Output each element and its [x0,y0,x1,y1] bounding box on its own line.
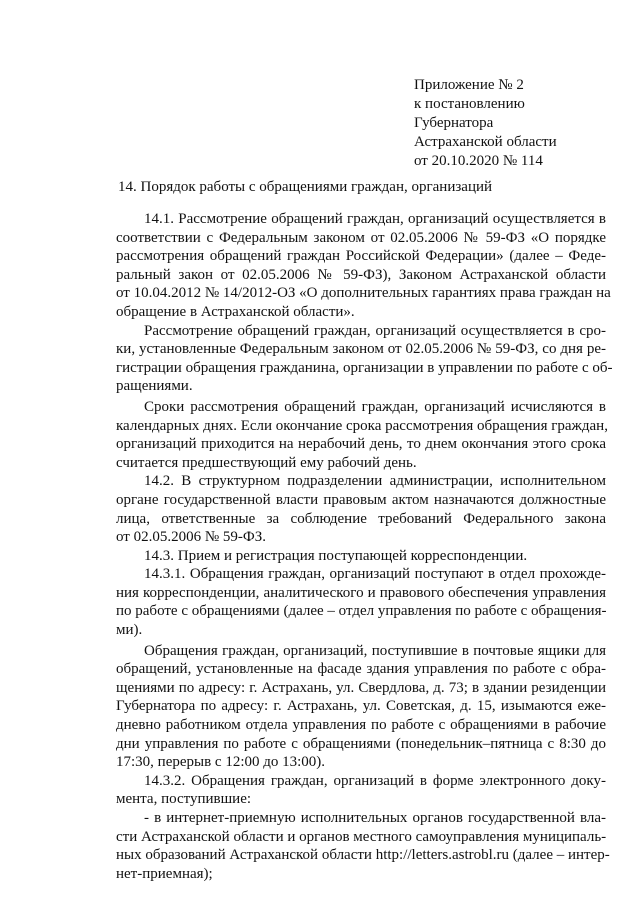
text-line: щениями по адресу: г. Астрахань, ул. Свердлова, д. 73; в здании резиденции [116,679,606,696]
section-title: 14. Порядок работы с обращениями граждан, организаций [118,179,493,195]
text-line: 14.2. В структурном подразделении администрации, исполнительном [144,473,606,490]
text-line: Обращения граждан, организаций, поступившие в почтовые ящики для [144,642,606,659]
appendix-line: Астраханской области [414,134,557,150]
text-line: ных образований Астраханской области http://letters.astrobl.ru (далее – интер- [116,847,610,864]
text-line: ральный закон от 02.05.2006 № 59-ФЗ), Законом Астраханской области [116,266,606,283]
text-line: 14.3.1. Обращения граждан, организаций поступают в отдел прохожде- [144,566,606,583]
text-line: соответствии с Федеральным законом от 02.05.2006 № 59-ФЗ «О порядке [116,229,606,246]
text-line: гистрации обращения гражданина, организации в управлении по работе с об- [116,359,613,376]
text-line: лица, ответственные за соблюдение требований Федерального закона [116,510,606,527]
text-line: - в интернет-приемную исполнительных органов государственной вла- [144,810,606,826]
text-line: обращений, установленные на фасаде здания управления по работе с обра- [116,661,606,678]
text-line: календарных днях. Если окончание срока рассмотрения обращения граждан, [116,417,608,434]
text-line: 14.3. Прием и регистрация поступающей корреспонденции. [144,547,528,564]
appendix-header [414,76,557,171]
text-line: ния корреспонденции, аналитического и правового обеспечения управления [116,584,606,601]
appendix-line: к постановлению [414,96,525,112]
document-body [116,210,613,883]
text-line: считается предшествующий ему рабочий день. [116,454,417,471]
text-line: нет-приемная); [116,865,213,882]
text-line: обращение в Астраханской области». [116,303,355,320]
text-line: 14.3.2. Обращения граждан, организаций в форме электронного доку- [144,772,606,789]
text-line: сти Астраханской области и органов местного самоуправления муниципаль- [116,828,607,845]
text-line: ки, установленные Федеральным законом от 02.05.2006 № 59-ФЗ, со дня ре- [116,341,606,358]
text-line: ращениями. [116,378,193,395]
text-line: дни управления по работе с обращениями (понедельник–пятница с 8:30 до [116,735,606,752]
text-line: ми). [116,622,143,639]
text-line: от 10.04.2012 № 14/2012-ОЗ «О дополнительных гарантиях права граждан на [116,285,611,302]
text-line: рассмотрения обращений граждан Российской Федерации» (далее – Феде- [116,248,606,265]
appendix-line: Губернатора [414,115,494,131]
text-line: Губернатора по адресу: г. Астрахань, ул. Советская, д. 15, изымаются еже- [116,698,606,715]
text-line: по работе с обращениями (далее – отдел управления по работе с обращения- [116,603,607,620]
appendix-line: от 20.10.2020 № 114 [414,153,543,169]
text-line: организаций приходится на нерабочий день, то днем окончания этого срока [116,436,606,453]
text-line: 17:30, перерыв с 12:00 до 13:00). [116,754,326,771]
text-line: мента, поступившие: [116,791,252,808]
text-line: органе государственной власти правовым актом назначаются должностные [116,491,606,508]
text-line: от 02.05.2006 № 59-ФЗ. [116,529,267,546]
text-line: Рассмотрение обращений граждан, организаций осуществляется в сро- [144,322,606,339]
text-line: 14.1. Рассмотрение обращений граждан, организаций осуществляется в [144,211,606,227]
text-line: дневно работником отдела управления по работе с обращениями в рабочие [116,717,606,734]
appendix-line: Приложение № 2 [414,77,524,93]
text-line: Сроки рассмотрения обращений граждан, организаций исчисляются в [144,398,606,415]
